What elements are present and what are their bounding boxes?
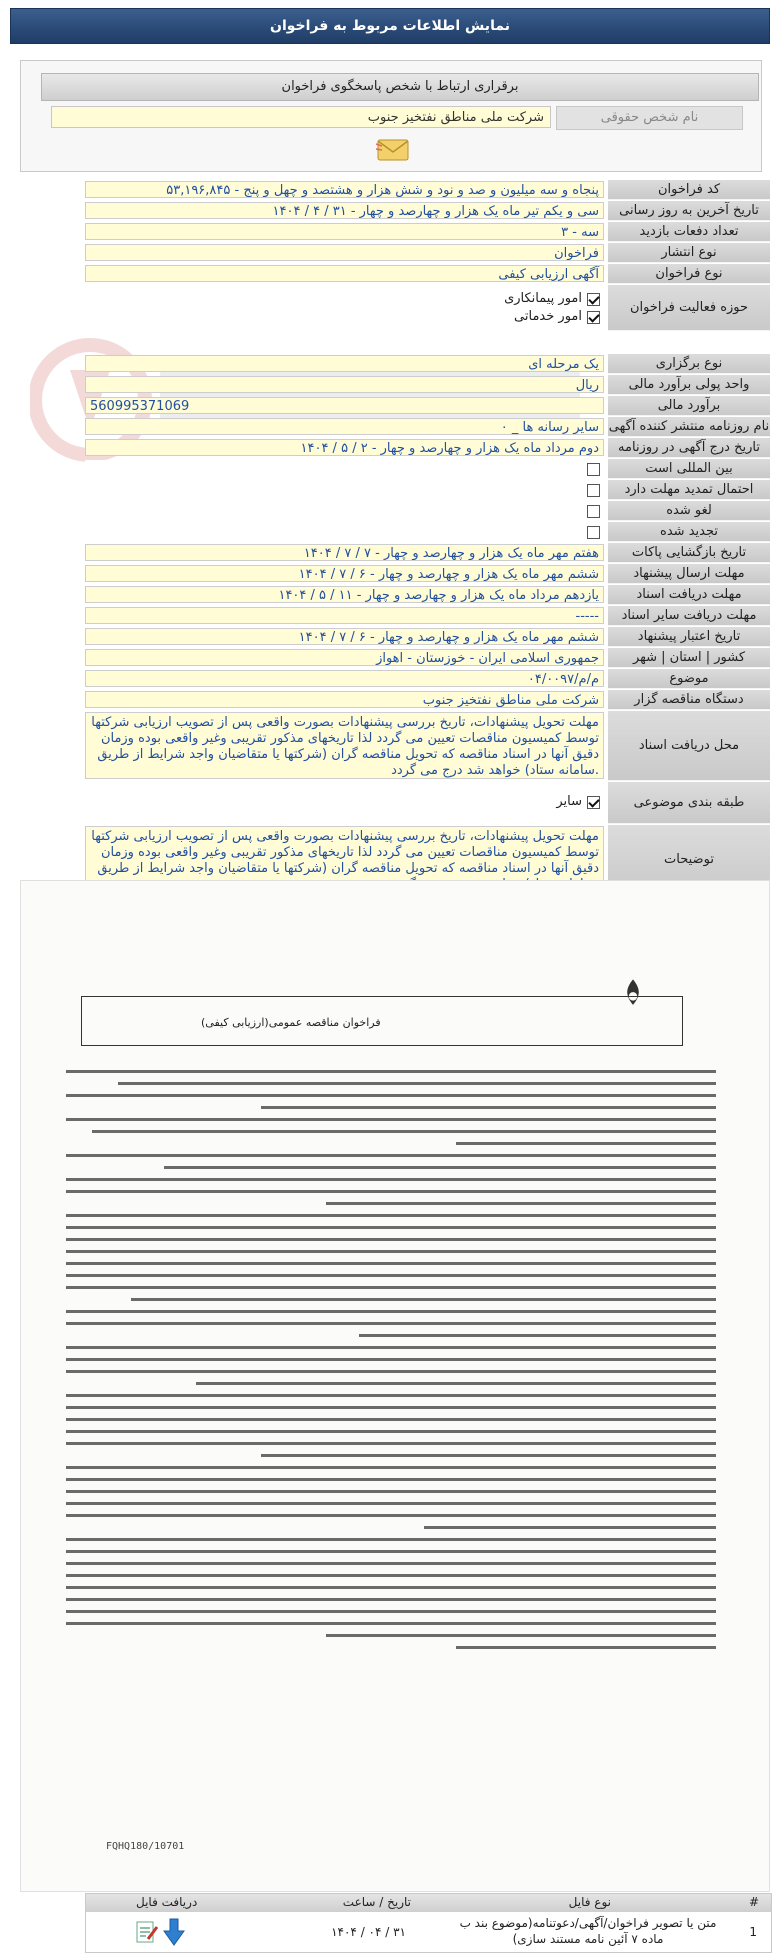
row-call-type <box>85 264 770 284</box>
other-doc-value: ----- <box>85 607 604 624</box>
activity-item-services[interactable]: امور خدماتی <box>85 308 600 326</box>
international-checkbox-cell <box>85 460 604 477</box>
row-publish-type <box>85 243 770 263</box>
send-deadline-label: مهلت ارسال پیشنهاد <box>608 564 770 584</box>
extend-label: احتمال تمدید مهلت دارد <box>608 480 770 500</box>
doc-deadline-label: مهلت دریافت اسناد <box>608 585 770 605</box>
mail-envelope-icon[interactable] <box>376 136 410 162</box>
doc-place-value: مهلت تحویل پیشنهادات، تاریخ بررسی پیشنهادات بصورت واقعی پس از تصویب ارزیابی شرکتها توسط کمیسیون مناقصات تعیین می گردد لذا تاریخهای مذکور تقریبی وغیر واقعی بوده وزمان دقیق آنها در اسناد مناقصه که تحویل مناقصه گران (شرکتها یا متقاضیان واجد شرایط از طریق سامانه ستاد) خواهد شد درج می گردد. <box>85 712 604 779</box>
checkbox-unchecked-icon[interactable] <box>587 505 600 518</box>
visit-count-value: ۳ - سه <box>85 223 604 240</box>
page-header: نمایش اطلاعات مربوط به فراخوان <box>10 8 770 44</box>
edit-document-icon[interactable] <box>134 1919 160 1945</box>
currency-value: ریال <box>85 376 604 393</box>
extend-checkbox-cell <box>85 481 604 498</box>
estimate-value: 560995371069 <box>85 397 604 414</box>
subject-label: موضوع <box>608 669 770 689</box>
document-title: فراخوان مناقصه عمومی(ارزیابی کیفی) <box>201 1016 381 1029</box>
row-opening <box>85 543 770 563</box>
publish-type-label: نوع انتشار <box>608 243 770 263</box>
estimate-label: برآورد مالی <box>608 396 770 416</box>
other-doc-label: مهلت دریافت سایر اسناد <box>608 606 770 626</box>
row-last-update <box>85 201 770 221</box>
document-reference: FQHQ180/10701 <box>106 1841 185 1852</box>
validity-value: ۱۴۰۴ / ۷ / ۶ - ششم مهر ماه یک هزار و چهارصد و چهار <box>85 628 604 645</box>
files-table-header <box>86 1894 771 1912</box>
row-send-deadline <box>85 564 770 584</box>
file-row-num: 1 <box>749 1925 757 1939</box>
renewed-checkbox-cell <box>85 523 604 540</box>
holding-type-value: یک مرحله ای <box>85 355 604 372</box>
last-update-label: تاریخ آخرین به روز رسانی <box>608 201 770 221</box>
send-deadline-value: ۱۴۰۴ / ۷ / ۶ - ششم مهر ماه یک هزار و چهارصد و چهار <box>85 565 604 582</box>
doc-place-label: محل دریافت اسناد <box>608 711 770 781</box>
row-visit-count <box>85 222 770 242</box>
contact-panel <box>20 60 762 172</box>
row-news-date <box>85 438 770 458</box>
code-label: کد فراخوان <box>608 180 770 200</box>
row-renewed <box>85 522 770 542</box>
file-row <box>86 1913 771 1951</box>
row-holding-type <box>85 354 770 374</box>
document-title-box <box>81 996 683 1046</box>
last-update-value: ۱۴۰۴ / ۴ / ۳۱ - سی و یکم تیر ماه یک هزار و چهارصد و چهار <box>85 202 604 219</box>
checkbox-unchecked-icon[interactable] <box>587 484 600 497</box>
checkbox-checked-icon[interactable] <box>587 796 600 809</box>
row-doc-place <box>85 711 770 781</box>
row-newspaper <box>85 417 770 437</box>
visit-count-label: تعداد دفعات بازدید <box>608 222 770 242</box>
checkbox-checked-icon[interactable] <box>587 293 600 306</box>
download-arrow-icon[interactable] <box>162 1917 186 1947</box>
subject-value: م/م/۰۴/۰۰۹۷ <box>85 670 604 687</box>
row-subject <box>85 669 770 689</box>
news-date-value: ۱۴۰۴ / ۵ / ۲ - دوم مرداد ماه یک هزار و چهارصد و چهار <box>85 439 604 456</box>
col-date: تاریخ / ساعت <box>342 1895 411 1909</box>
row-doc-deadline <box>85 585 770 605</box>
checkbox-checked-icon[interactable] <box>587 311 600 324</box>
row-other-doc <box>85 606 770 626</box>
cancelled-checkbox-cell <box>85 502 604 519</box>
file-row-date: ۱۴۰۴ / ۰۴ / ۳۱ <box>331 1925 406 1939</box>
row-currency <box>85 375 770 395</box>
file-row-type: متن یا تصویر فراخوان/آگهی/دعوتنامه(موضوع بند ب ماده ۷ آئین نامه مستند سازی) <box>459 1916 717 1946</box>
category-list <box>85 783 604 822</box>
location-value: جمهوری اسلامی ایران - خوزستان - اهواز <box>85 649 604 666</box>
cancelled-label: لغو شده <box>608 501 770 521</box>
opening-label: تاریخ بازگشایی پاکات <box>608 543 770 563</box>
call-type-label: نوع فراخوان <box>608 264 770 284</box>
newspaper-value: سایر رسانه ها _ ۰ <box>85 418 604 435</box>
document-body-text <box>66 1061 716 1658</box>
newspaper-label: نام روزنامه منتشر کننده آگهی <box>608 417 770 437</box>
row-extend <box>85 480 770 500</box>
code-value: ۵۳,۱۹۶,۸۴۵ - پنجاه و سه میلیون و صد و نود و شش هزار و هشتصد و چهل و پنج <box>85 181 604 198</box>
opening-value: ۱۴۰۴ / ۷ / ۷ - هفتم مهر ماه یک هزار و چهارصد و چهار <box>85 544 604 561</box>
publish-type-value: فراخوان <box>85 244 604 261</box>
renewed-label: تجدید شده <box>608 522 770 542</box>
description-label: توضیحات <box>608 825 770 895</box>
row-international <box>85 459 770 479</box>
organization-value: شرکت ملی مناطق نفتخیز جنوب <box>85 691 604 708</box>
checkbox-unchecked-icon[interactable] <box>587 463 600 476</box>
validity-label: تاریخ اعتبار پیشنهاد <box>608 627 770 647</box>
category-label: طبقه بندی موضوعی <box>608 782 770 824</box>
activity-label: حوزه فعالیت فراخوان <box>608 285 770 331</box>
row-validity <box>85 627 770 647</box>
row-estimate <box>85 396 770 416</box>
row-code <box>85 180 770 200</box>
international-label: بین المللی است <box>608 459 770 479</box>
row-category <box>85 782 770 824</box>
holding-type-label: نوع برگزاری <box>608 354 770 374</box>
contact-title[interactable]: برقراری ارتباط با شخص پاسخگوی فراخوان <box>41 73 759 101</box>
legal-person-value: شرکت ملی مناطق نفتخیز جنوب <box>51 106 551 128</box>
row-activity <box>85 285 770 331</box>
files-table <box>85 1893 772 1953</box>
col-download: دریافت فایل <box>136 1895 198 1909</box>
activity-item-contracting[interactable]: امور پیمانکاری <box>85 290 600 308</box>
call-type-value: آگهی ارزیابی کیفی <box>85 265 604 282</box>
activity-list <box>85 286 604 329</box>
checkbox-unchecked-icon[interactable] <box>587 526 600 539</box>
col-num: # <box>748 1895 759 1909</box>
row-location <box>85 648 770 668</box>
news-date-label: تاریخ درج آگهی در روزنامه <box>608 438 770 458</box>
currency-label: واحد پولی برآورد مالی <box>608 375 770 395</box>
col-type: نوع فایل <box>568 1895 611 1909</box>
description-value: مهلت تحویل پیشنهادات، تاریخ بررسی پیشنهادات بصورت واقعی پس از تصویب ارزیابی شرکتها توسط کمیسیون مناقصات تعیین می گردد لذا تاریخهای مذکور تقریبی وغیر واقعی بوده وزمان دقیق آنها در اسناد مناقصه که تحویل مناقصه گران (شرکتها یا متقاضیان واجد شرایط از طریق <box>85 826 604 893</box>
category-item-other[interactable]: سایر <box>85 793 600 811</box>
row-organization <box>85 690 770 710</box>
organization-label: دستگاه مناقصه گزار <box>608 690 770 710</box>
row-cancelled <box>85 501 770 521</box>
doc-deadline-value: ۱۴۰۴ / ۵ / ۱۱ - یازدهم مرداد ماه یک هزار و چهارصد و چهار <box>85 586 604 603</box>
legal-person-label: نام شخص حقوقی <box>556 106 743 130</box>
tender-document-image <box>20 880 770 1892</box>
location-label: کشور | استان | شهر <box>608 648 770 668</box>
